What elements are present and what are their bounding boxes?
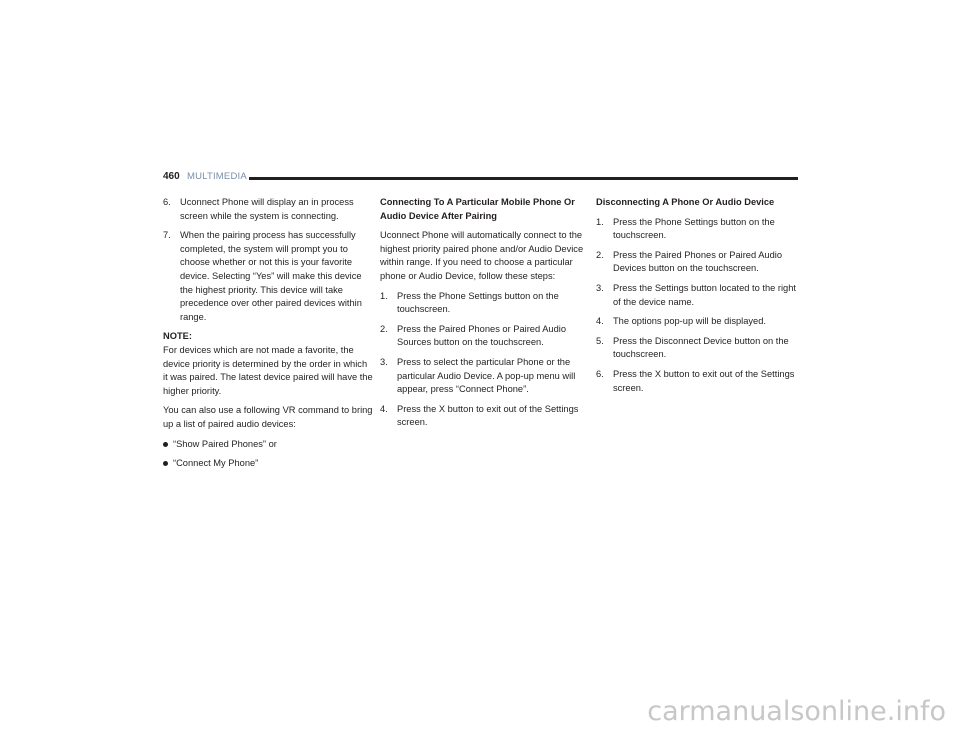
vr-intro: You can also use a following VR command to bring up a list of paired audio devices:: [163, 405, 373, 429]
item-text: Uconnect Phone will display an in process screen while the system is connecting.: [180, 197, 354, 221]
header-rule: [249, 177, 798, 180]
item-text: Press the Phone Settings button on the touchscreen.: [397, 290, 559, 315]
list-item: [596, 216, 806, 243]
list-item: [163, 229, 373, 324]
bullet-item: [163, 457, 373, 471]
list-item: [596, 335, 806, 362]
watermark: carmanualsonline.info: [647, 696, 946, 727]
column-3: [596, 196, 806, 401]
item-text: The options pop-up will be displayed.: [613, 316, 766, 327]
item-number: 1.: [596, 216, 604, 227]
list-item: [596, 282, 806, 309]
section-title: MULTIMEDIA: [187, 171, 247, 182]
note-text: For devices which are not made a favorite, the device priority is determined by the order in which it was paired. The latest device paired will have the higher priority.: [163, 344, 373, 396]
item-text: When the pairing process has successfully completed, the system will prompt you to choose whether or not this is your favorite device. Selecting “Yes” will make this device the highest priority. This device will take precedence over other paired devices within range.: [180, 230, 362, 322]
item-number: 2.: [596, 249, 604, 260]
bullet-text: “Connect My Phone”: [173, 458, 259, 469]
bullet-icon: [163, 438, 173, 452]
list-item: [380, 403, 590, 430]
page-header: [163, 170, 798, 186]
item-number: 4.: [596, 316, 604, 327]
bullet-item: [163, 438, 373, 452]
list-item: [596, 368, 806, 395]
bullet-text: “Show Paired Phones” or: [173, 438, 277, 449]
item-number: 1.: [380, 290, 388, 301]
column-2: [380, 196, 590, 436]
item-number: 3.: [380, 356, 388, 367]
item-text: Press the Disconnect Device button on the touchscreen.: [613, 335, 789, 360]
item-text: Press the Paired Phones or Paired Audio Devices button on the touchscreen.: [613, 249, 782, 274]
column-1: [163, 196, 373, 477]
section-heading: Connecting To A Particular Mobile Phone Or Audio Device After Pairing: [380, 197, 575, 221]
list-item: [380, 290, 590, 317]
list-item: [596, 315, 806, 329]
list-item: [596, 249, 806, 276]
item-number: 7.: [163, 230, 171, 241]
list-item: [380, 356, 590, 397]
intro-text: Uconnect Phone will automatically connect to the highest priority paired phone and/or Audio Device within range. If you need to choose a particular phone or Audio Device, follow these steps:: [380, 230, 584, 281]
item-number: 3.: [596, 282, 604, 293]
list-item: [163, 196, 373, 223]
bullet-icon: [163, 457, 173, 471]
page-number: 460: [163, 171, 180, 182]
item-number: 2.: [380, 323, 388, 334]
item-number: 4.: [380, 403, 388, 414]
item-number: 6.: [163, 197, 171, 207]
item-text: Press the Settings button located to the right of the device name.: [613, 282, 796, 307]
item-number: 5.: [596, 335, 604, 346]
list-item: [380, 323, 590, 350]
section-heading: Disconnecting A Phone Or Audio Device: [596, 197, 775, 207]
item-number: 6.: [596, 368, 604, 379]
item-text: Press the X button to exit out of the Settings screen.: [397, 403, 579, 428]
item-text: Press to select the particular Phone or the particular Audio Device. A pop-up menu will appear, press “Connect Phone”.: [397, 356, 576, 395]
item-text: Press the Paired Phones or Paired Audio Sources button on the touchscreen.: [397, 323, 566, 348]
note-label: NOTE:: [163, 331, 192, 342]
item-text: Press the X button to exit out of the Settings screen.: [613, 368, 795, 393]
item-text: Press the Phone Settings button on the touchscreen.: [613, 216, 775, 241]
